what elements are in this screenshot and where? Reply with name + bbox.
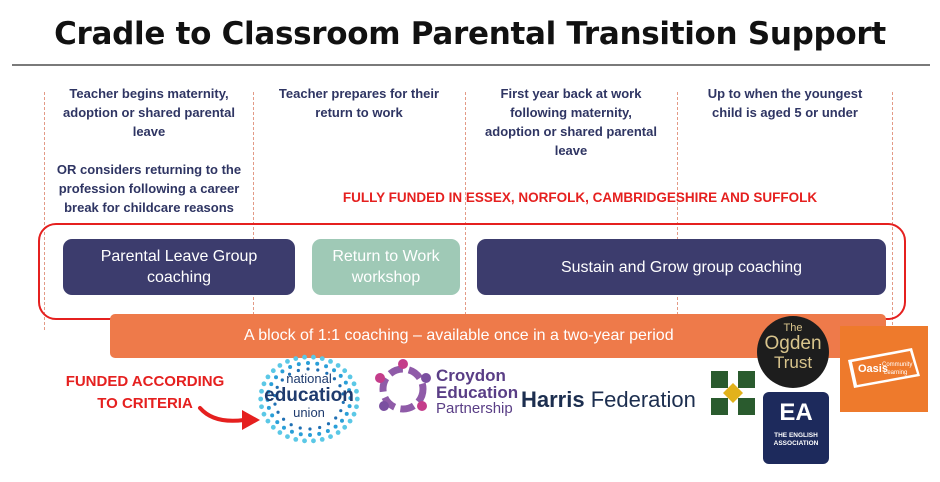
neu-ring-dot (299, 432, 303, 436)
programme-label: Return to Work (332, 248, 440, 265)
neu-ring-dot (327, 422, 330, 425)
programme-label: Sustain and Grow group coaching (560, 258, 803, 276)
stage-1-alt-line: break for childcare reasons (64, 200, 234, 215)
neu-ring-dot (282, 426, 286, 430)
neu-logo-text: national (286, 371, 332, 386)
neu-ring-dot (290, 423, 293, 426)
ea-logo-text: THE ENGLISH (774, 432, 818, 439)
title-underline (12, 64, 930, 66)
neu-ring-dot (277, 363, 282, 368)
harris-federation-logo (521, 387, 696, 413)
oasis-logo-text: Community (882, 362, 913, 368)
neu-logo (258, 372, 360, 419)
neu-ring-dot (288, 365, 292, 369)
neu-ring-dot (308, 427, 311, 430)
neu-ring-dot (320, 356, 325, 361)
neu-ring-dot (340, 419, 344, 423)
ogden-logo-text: Ogden (764, 333, 822, 354)
neu-ring-dot (275, 420, 279, 424)
stage-3-line: leave (554, 143, 588, 158)
croydon-logo-text: Croydon (436, 366, 506, 385)
neu-ring-dot (318, 426, 321, 429)
stage-3-line: First year back at work (500, 86, 642, 101)
fully-funded-note: FULLY FUNDED IN ESSEX, NORFOLK, CAMBRIDGESHIRE AND SUFFOLK (342, 190, 818, 205)
neu-ring-dot (315, 362, 319, 366)
stage-2-line: return to work (315, 105, 403, 120)
neu-ring-dot (285, 434, 290, 439)
neu-ring-dot (324, 364, 328, 368)
funded-criteria-line: FUNDED ACCORDING (65, 373, 225, 390)
neu-ring-dot (328, 359, 333, 364)
neu-ring-dot (290, 430, 294, 434)
stage-1-alt-line: OR considers returning to the (56, 162, 242, 177)
one-to-one-label: A block of 1:1 coaching – available once in a two-year period (244, 327, 674, 344)
neu-ring-dot (328, 434, 333, 439)
neu-ring-dot (311, 355, 316, 360)
neu-ring-dot (334, 425, 338, 429)
stage-1-line: leave (132, 124, 166, 139)
neu-ring-dot (271, 425, 276, 430)
neu-ring-dot (299, 426, 302, 429)
neu-logo-text: union (293, 405, 325, 420)
neu-ring-dot (336, 363, 341, 368)
stage-4-description (678, 84, 892, 122)
stage-3-line: following maternity, (510, 105, 632, 120)
programme-label: coaching (146, 269, 212, 286)
neu-ring-dot (306, 361, 310, 365)
neu-ring-dot (293, 356, 298, 361)
page-title: Cradle to Classroom Parental Transition Support (54, 16, 886, 52)
oasis-flag-icon (840, 326, 928, 412)
funded-criteria-line: TO CRITERIA (97, 395, 193, 412)
ogden-trust-logo (757, 316, 829, 388)
neu-ring-dot (317, 432, 321, 436)
green-cross-emblem-icon (711, 371, 755, 415)
stage-4-line: Up to when the youngest (707, 86, 863, 101)
ogden-logo-text: The (783, 322, 803, 334)
neu-ring-dot (302, 355, 307, 360)
oasis-logo-text: Oasis (858, 363, 888, 375)
neu-ring-dot (326, 429, 330, 433)
neu-ring-dot (336, 430, 341, 435)
oasis-logo (840, 326, 928, 412)
ea-logo-text: ASSOCIATION (773, 440, 819, 447)
oasis-logo-text: Learning (884, 370, 908, 376)
programme-label: Parental Leave Group (100, 248, 258, 265)
neu-ring-dot (266, 419, 271, 424)
programme-label: workshop (351, 269, 421, 286)
stage-3-line: adoption or shared parental (485, 124, 657, 139)
harris-logo-bold: Harris (521, 387, 585, 412)
neu-ring-dot (348, 419, 353, 424)
stage-3-description (466, 84, 676, 160)
stage-1-description (44, 84, 254, 217)
stage-1-alt-line: profession following a career (58, 181, 240, 196)
stage-2-line: Teacher prepares for their (278, 86, 440, 101)
croydon-logo-text: Education (436, 383, 519, 402)
harris-logo-rest: Federation (584, 387, 696, 412)
english-association-logo (763, 392, 829, 464)
neu-ring-dot (311, 438, 316, 443)
neu-logo-text: education (264, 385, 354, 406)
stage-1-line: Teacher begins maternity, (69, 86, 229, 101)
stage-1-line: adoption or shared parental (63, 105, 235, 120)
neu-ring-dot (293, 437, 298, 442)
neu-ring-dot (308, 433, 312, 437)
croydon-logo (436, 367, 518, 417)
croydon-people-ring-icon (372, 358, 434, 420)
neu-ring-dot (285, 359, 290, 364)
neu-ring-dot (277, 430, 282, 435)
sustain-and-grow-coaching-box (477, 239, 886, 295)
neu-ring-dot (342, 425, 347, 430)
neu-ring-dot (297, 362, 301, 366)
neu-ring-dot (320, 437, 325, 442)
ogden-logo-text: Trust (773, 353, 813, 372)
return-to-work-workshop-box (312, 239, 460, 295)
stage-2-description (254, 84, 464, 122)
croydon-logo-text: Partnership (436, 400, 513, 417)
neu-ring-dot (302, 438, 307, 443)
ea-logo-text: EA (779, 399, 813, 426)
stage-4-line: child is aged 5 or under (712, 105, 858, 120)
parental-leave-coaching-box (63, 239, 295, 295)
